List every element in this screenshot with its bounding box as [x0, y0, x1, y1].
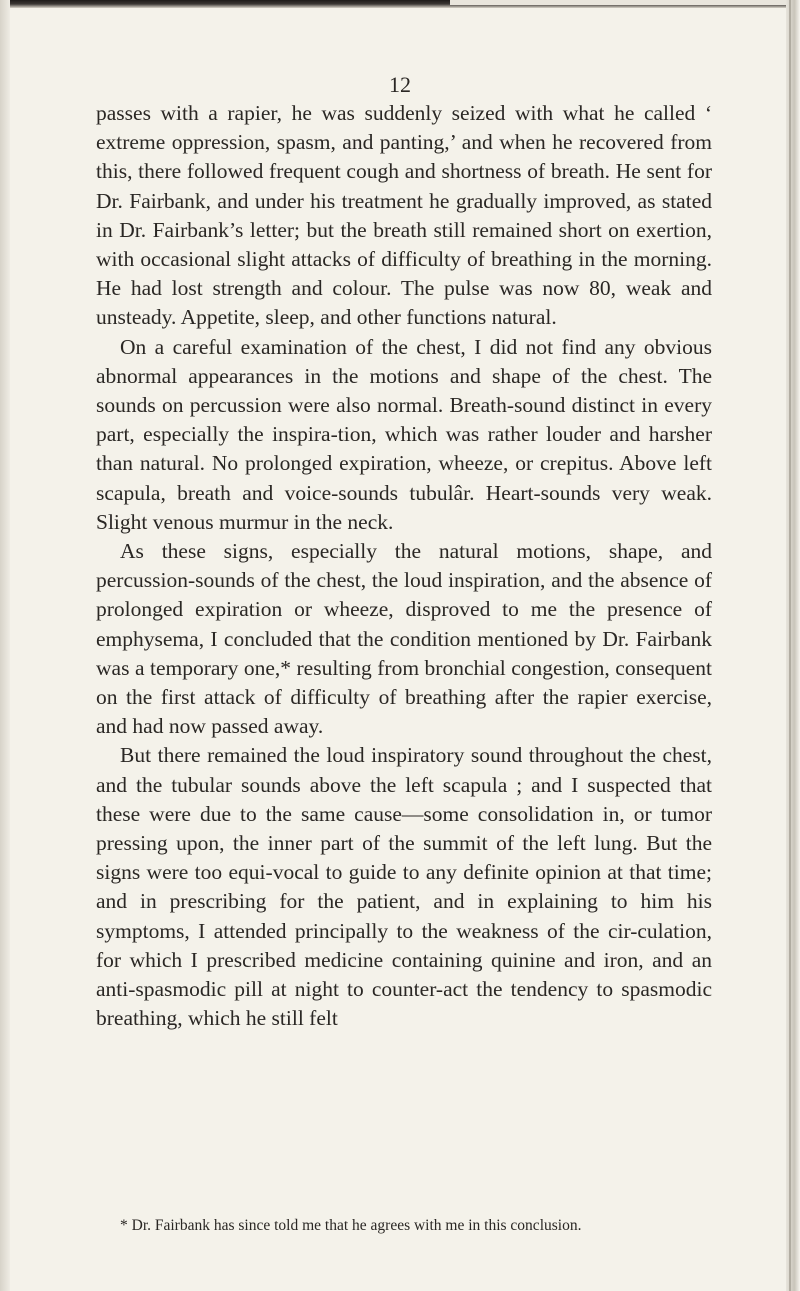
paragraph: As these signs, especially the natural motions, shape, and percussion-sounds of the chest, the loud inspiration, and the absence of prolonged expiration or wheeze, disproved to me the presence of emphysema, I concluded that the condition mentioned by Dr. Fairbank was a temporary one,* resulting from bronchial congestion, consequent on the first attack of difficulty of breathing after the rapier exercise, and had now passed away. — [96, 539, 712, 739]
page-left-edge — [0, 0, 10, 1291]
paragraph: On a careful examination of the chest, I did not find any obvious abnormal appearances in the motions and shape of the chest. The sounds on percussion were also normal. Breath-sound distinct in every part, especially the inspira-tion, which was rather louder and harsher than natural. No prolonged expiration, wheeze, or crepitus. Above left scapula, breath and voice-sounds tubulâr. Heart-sounds very weak. Slight venous murmur in the neck. — [96, 334, 712, 534]
footnote: * Dr. Fairbank has since told me that he agrees with me in this conclusion. — [120, 1217, 582, 1234]
page-number: 12 — [389, 72, 411, 97]
paragraph: passes with a rapier, he was suddenly seized with what he called ‘ extreme oppression, spasm, and panting,’ and when he recovered from this, there followed frequent cough and shortness of breath. He sent for Dr. Fairbank, and under his treatment he gradually improved, as stated in Dr. Fairbank’s letter; but the breath still remained short on exertion, with occasional slight attacks of difficulty of breathing in the morning. He had lost strength and colour. The pulse was now 80, weak and unsteady. Appetite, sleep, and other functions natural. — [96, 101, 712, 330]
page-top-edge-highlight — [450, 0, 800, 5]
body-text — [96, 99, 712, 1034]
page-binding-line — [789, 0, 791, 1291]
paragraph: But there remained the loud inspiratory sound throughout the chest, and the tubular sounds above the left scapula ; and I suspected that these were due to the same cause—some consolidation in, or tumor pressing upon, the inner part of the summit of the left lung. But the signs were too equi-vocal to guide to any definite opinion at that time; and in prescribing for the patient, and in explaining to him his symptoms, I attended principally to the weakness of the cir-culation, for which I prescribed medicine containing quinine and iron, and an anti-spasmodic pill at night to counter-act the tendency to spasmodic breathing, which he still felt — [96, 743, 712, 1031]
